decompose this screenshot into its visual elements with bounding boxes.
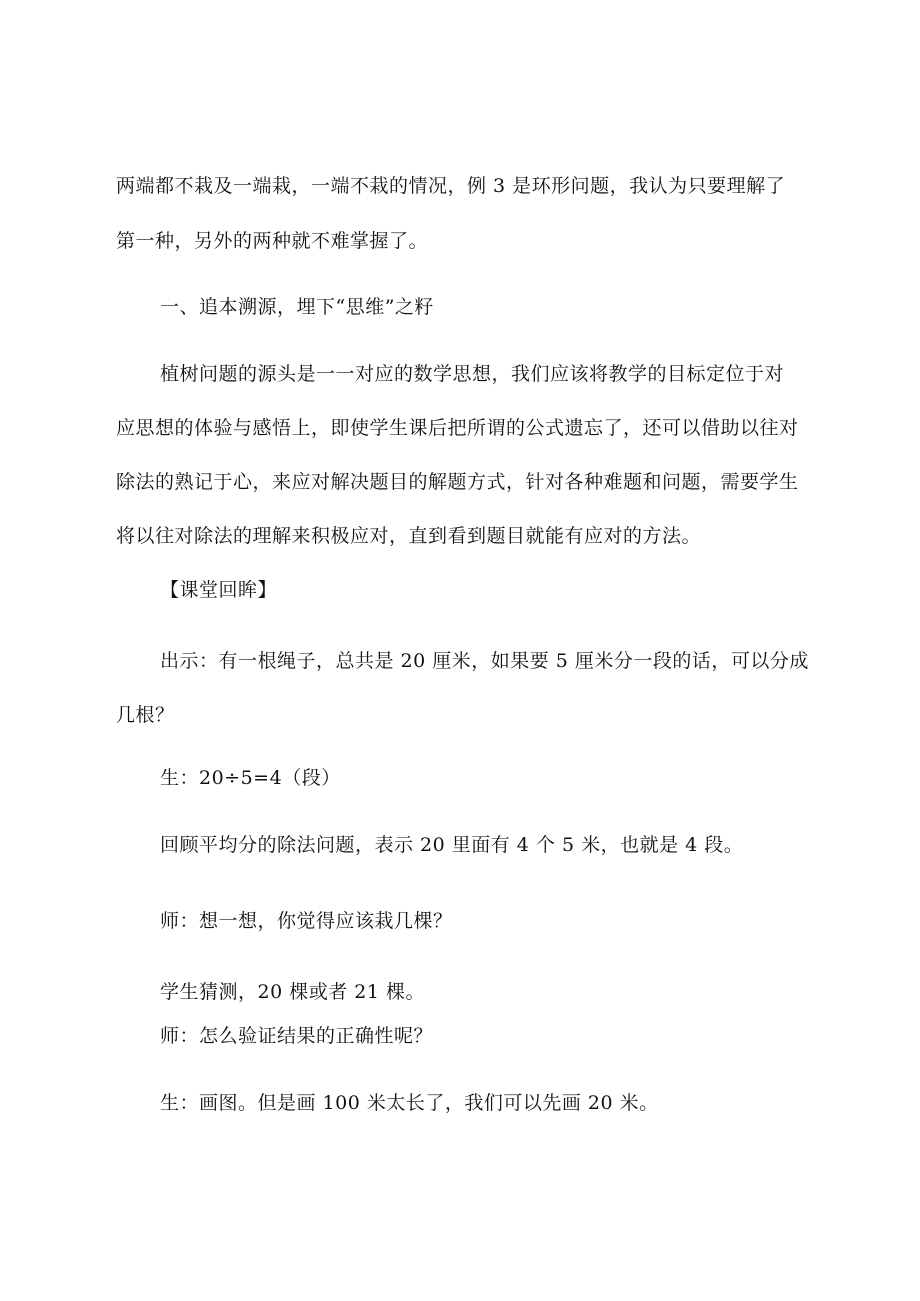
subheading-classroom-review: 【课堂回眸】 — [160, 579, 278, 601]
paragraph-line-4: 应思想的体验与感悟上，即使学生课后把所谓的公式遗忘了，还可以借助以往对 — [116, 417, 799, 439]
problem-line-1: 出示：有一根绳子，总共是 20 厘米，如果要 5 厘米分一段的话，可以分成 — [160, 650, 809, 672]
dialogue-line-4: 学生猜测，20 棵或者 21 棵。 — [160, 981, 425, 1003]
paragraph-line-1: 两端都不栽及一端栽，一端不栽的情况，例 3 是环形问题，我认为只要理解了 — [116, 175, 786, 197]
dialogue-line-6: 生：画图。但是画 100 米太长了，我们可以先画 20 米。 — [160, 1092, 659, 1114]
paragraph-line-3: 植树问题的源头是一一对应的数学思想，我们应该将教学的目标定位于对 — [160, 363, 785, 385]
paragraph-line-2: 第一种，另外的两种就不难掌握了。 — [116, 230, 429, 252]
paragraph-line-5: 除法的熟记于心，来应对解决题目的解题方式，针对各种难题和问题，需要学生 — [116, 471, 799, 493]
paragraph-line-6: 将以往对除法的理解来积极应对，直到看到题目就能有应对的方法。 — [116, 525, 702, 547]
dialogue-line-5: 师：怎么验证结果的正确性呢？ — [160, 1025, 434, 1047]
problem-line-2: 几根？ — [116, 704, 175, 726]
dialogue-line-3: 师：想一想，你觉得应该栽几棵？ — [160, 910, 453, 932]
section-heading: 一、追本溯源，埋下“思维”之籽 — [160, 296, 434, 318]
dialogue-line-2: 回顾平均分的除法问题，表示 20 里面有 4 个 5 米，也就是 4 段。 — [160, 834, 744, 856]
dialogue-line-1: 生：20÷5=4（段） — [160, 767, 341, 789]
